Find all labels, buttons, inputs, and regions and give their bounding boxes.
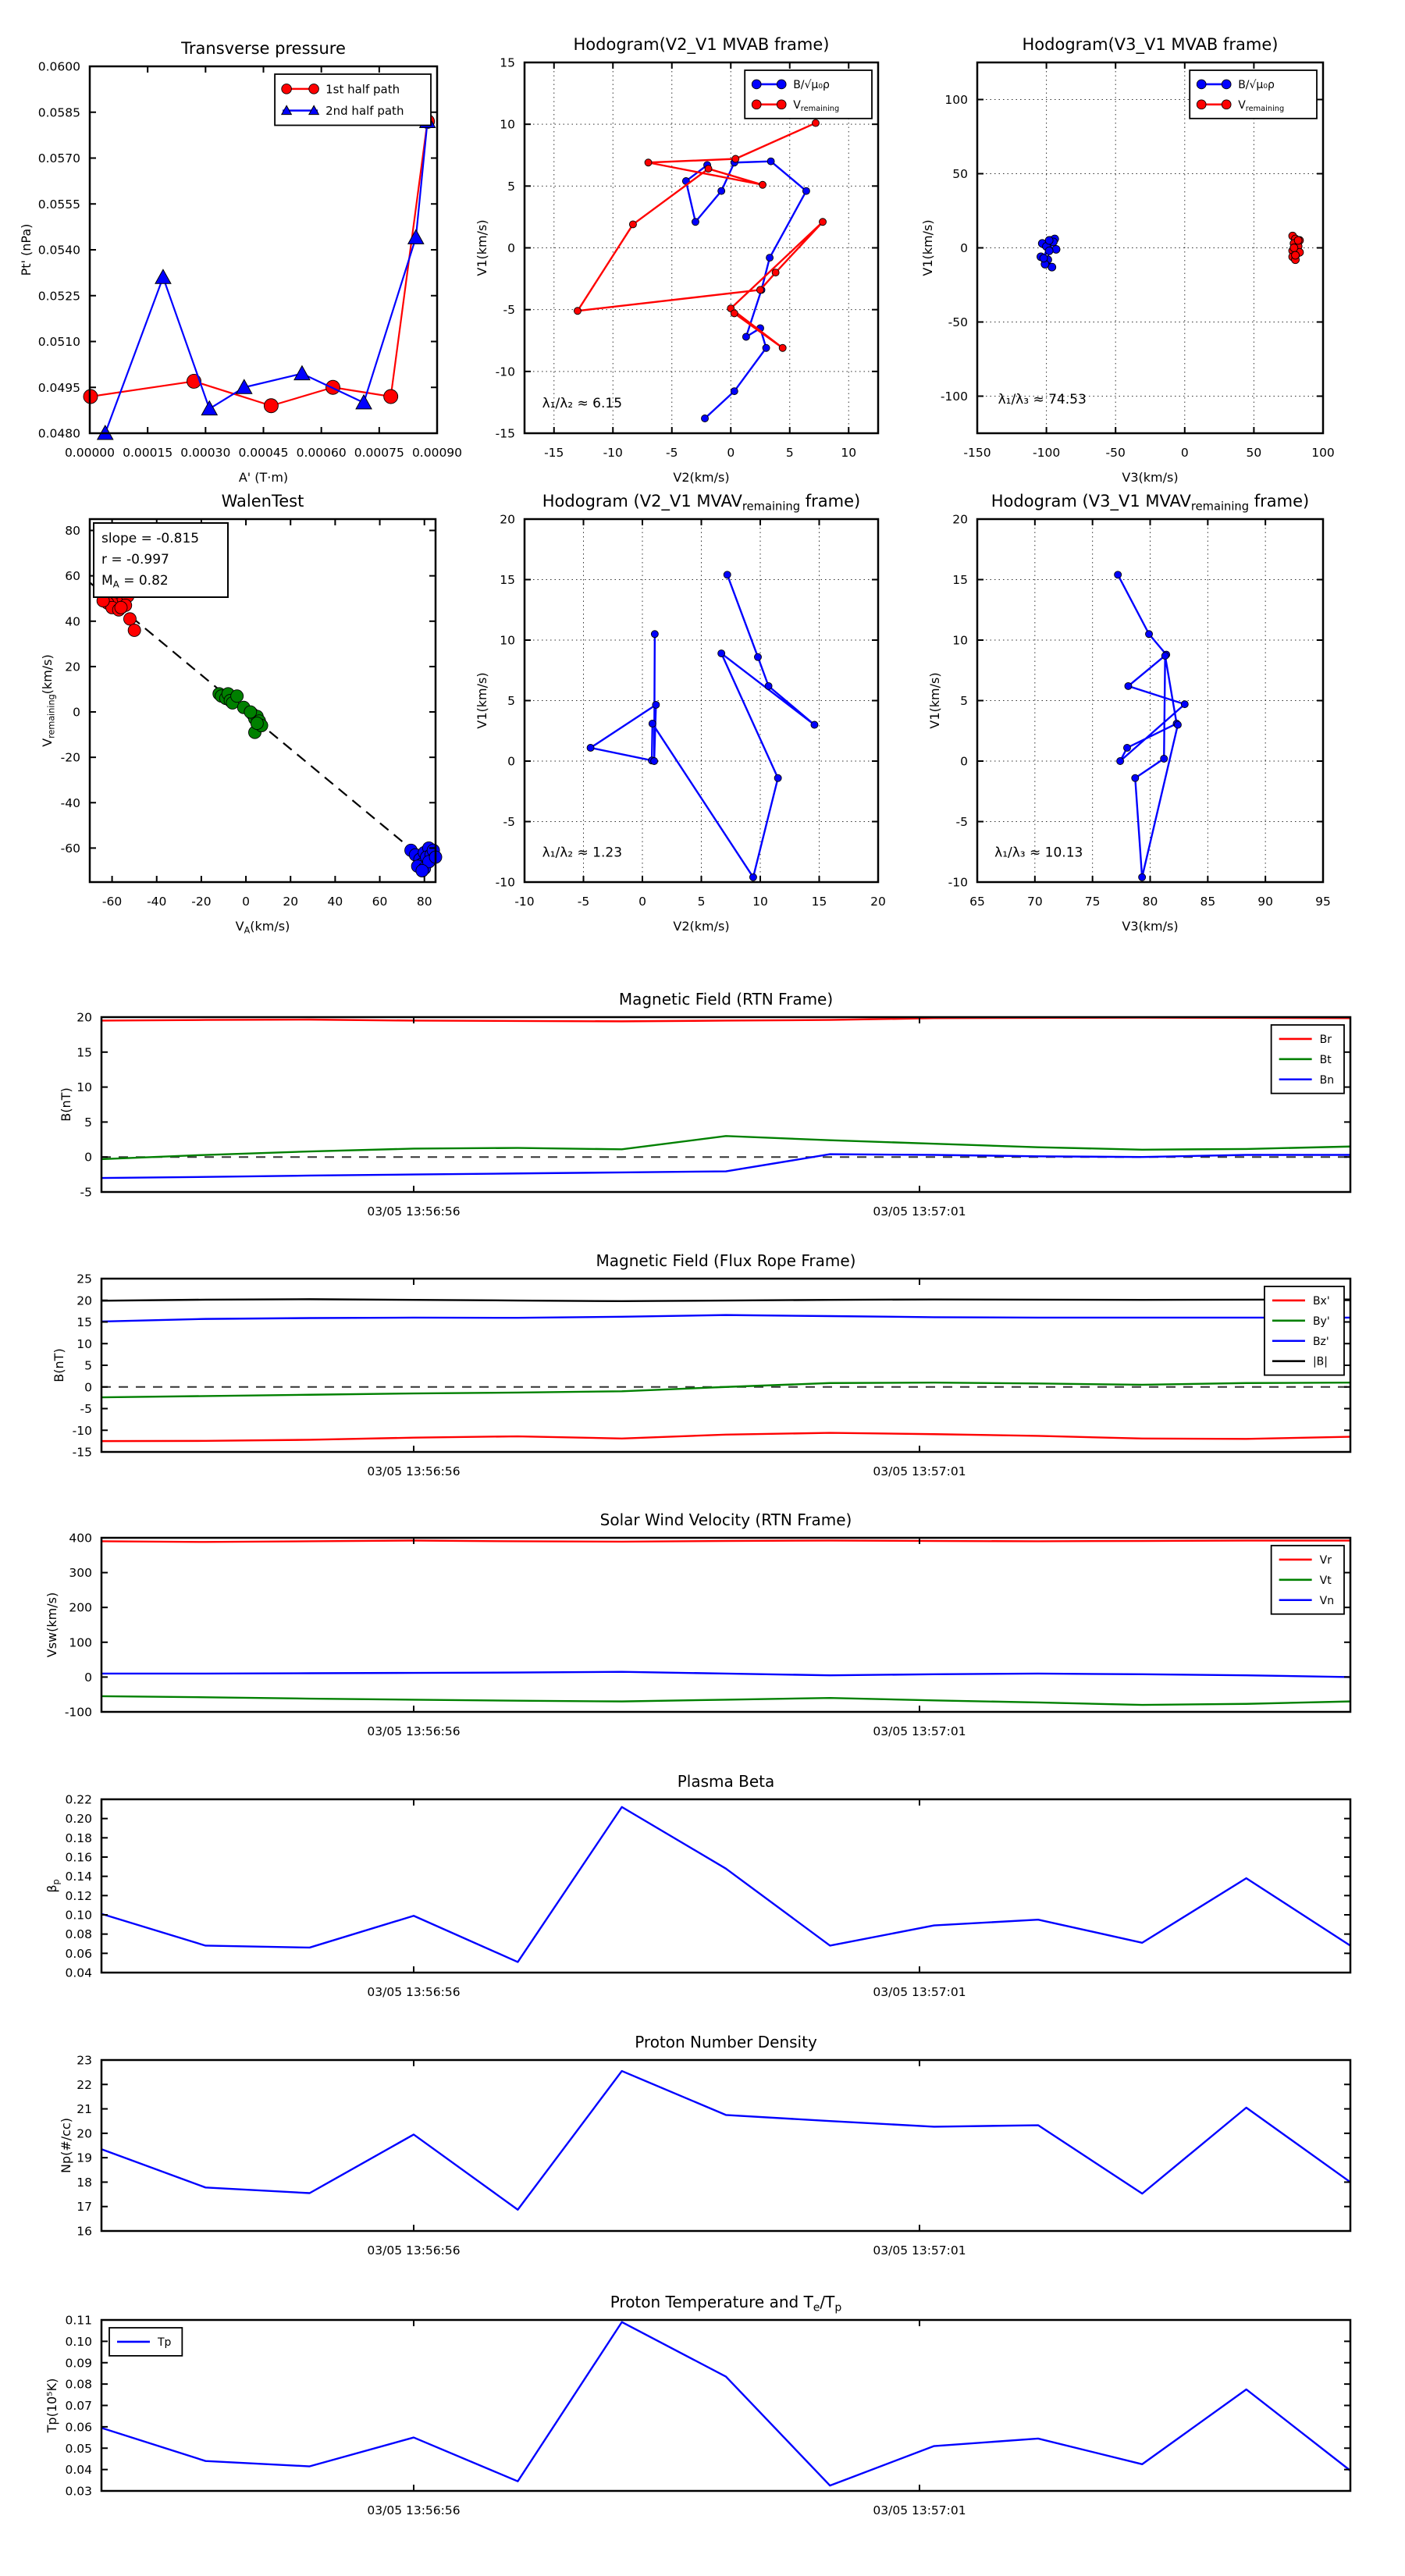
svg-text:-60: -60 [60,841,80,856]
svg-text:50: 50 [952,167,968,181]
legend-label: Bn [1319,1073,1335,1087]
svg-text:-50: -50 [948,315,968,329]
legend-label: Vt [1319,1574,1332,1587]
svg-text:03/05 13:56:56: 03/05 13:56:56 [367,1464,461,1478]
svg-text:20: 20 [76,1010,92,1025]
y-axis-label: V1(km/s) [927,672,942,729]
svg-text:-60: -60 [101,895,123,909]
panel-title: Hodogram(V3_V1 MVAB frame) [1022,35,1279,54]
svg-text:0: 0 [1180,446,1189,460]
panel-annotation: λ₁/λ₂ ≈ 1.23 [542,845,623,861]
svg-text:0.12: 0.12 [65,1888,92,1903]
svg-text:-5: -5 [666,446,678,460]
legend [1272,1025,1344,1094]
svg-text:20: 20 [952,512,968,527]
svg-text:-150: -150 [963,446,991,460]
svg-text:40: 40 [65,614,80,629]
svg-text:60: 60 [65,569,80,584]
legend-label: By' [1312,1315,1330,1328]
svg-text:0.0480: 0.0480 [37,426,80,441]
x-axis-label: $V_A(km/s)$ [235,919,290,936]
series-line-Bt [101,1136,1350,1159]
svg-text:03/05 13:57:01: 03/05 13:57:01 [873,1204,966,1219]
svg-text:75: 75 [1084,895,1101,909]
series-markers-1st half path [84,115,435,413]
svg-text:-100: -100 [940,390,968,404]
plot-spines [101,2060,1350,2231]
series-line-By' [101,1382,1350,1397]
legend-label: Tp [158,2336,172,2349]
y-axis-label: V1(km/s) [475,672,489,729]
plot-spines [101,1017,1350,1192]
svg-text:21: 21 [76,2102,92,2117]
svg-text:80: 80 [416,895,432,909]
panel-title: Hodogram (V2_V1 $MVAV_{remaining}$ frame) [542,492,861,514]
svg-text:03/05 13:56:56: 03/05 13:56:56 [367,1724,461,1738]
legend [1264,1286,1344,1375]
svg-text:-15: -15 [544,446,564,460]
svg-text:-10: -10 [603,446,623,460]
svg-text:-20: -20 [191,895,212,909]
y-axis-label: B(nT) [59,1087,73,1122]
legend [275,74,431,126]
svg-text:0.0510: 0.0510 [37,335,80,349]
svg-text:0: 0 [960,241,968,255]
svg-text:0.08: 0.08 [65,2377,92,2392]
svg-text:03/05 13:56:56: 03/05 13:56:56 [367,1985,461,1999]
svg-text:60: 60 [372,895,388,909]
panel-annotation: λ₁/λ₃ ≈ 74.53 [998,392,1087,407]
svg-text:0.00030: 0.00030 [180,446,231,460]
svg-text:0.09: 0.09 [65,2356,92,2371]
svg-text:0.0585: 0.0585 [37,105,80,120]
svg-text:16: 16 [76,2224,92,2239]
panel-title: WalenTest [221,492,304,511]
svg-text:19: 19 [76,2151,92,2165]
series-markers-V [574,119,826,351]
svg-text:10: 10 [500,633,515,648]
svg-text:100: 100 [1311,446,1335,460]
panel-title: Proton Temperature and $T_e/T_p$ [610,2293,842,2314]
svg-text:15: 15 [76,1315,92,1329]
svg-text:0: 0 [638,895,646,909]
svg-text:-10: -10 [948,875,968,890]
svg-text:70: 70 [1026,895,1043,909]
svg-text:0: 0 [507,241,515,255]
svg-text:-5: -5 [955,815,968,829]
y-axis-label: B(nT) [52,1348,66,1382]
y-axis-label: Tp(10⁵K) [44,2378,59,2433]
svg-text:20: 20 [500,512,515,527]
svg-text:10: 10 [76,1336,92,1351]
svg-text:0.14: 0.14 [65,1870,92,1884]
svg-text:20: 20 [76,2126,92,2141]
panel-hodogram-v2v1-mvav [475,492,886,934]
svg-text:0.00045: 0.00045 [238,446,289,460]
legend-label: 1st half path [325,82,400,97]
svg-text:0.00090: 0.00090 [411,446,463,460]
svg-text:0.18: 0.18 [65,1831,92,1845]
svg-text:0: 0 [73,705,80,720]
svg-text:85: 85 [1200,895,1216,909]
svg-text:0.05: 0.05 [65,2441,92,2456]
svg-text:100: 100 [944,93,968,107]
panel-title: Hodogram (V3_V1 $MVAV_{remaining}$ frame) [991,492,1310,514]
series-line-V [578,123,823,348]
series-line-B [591,575,815,877]
svg-text:03/05 13:56:56: 03/05 13:56:56 [367,1204,461,1219]
svg-text:0: 0 [242,895,251,909]
series-line-|B| [101,1299,1350,1300]
svg-text:03/05 13:56:56: 03/05 13:56:56 [367,2503,461,2517]
svg-text:5: 5 [84,1358,92,1373]
svg-text:-20: -20 [60,750,80,765]
svg-text:0.08: 0.08 [65,1927,92,1942]
svg-text:-10: -10 [72,1423,92,1438]
series-line-Tp [101,2322,1350,2485]
svg-text:0.0570: 0.0570 [37,151,80,165]
legend [745,70,872,119]
svg-text:80: 80 [1142,895,1158,909]
svg-text:03/05 13:57:01: 03/05 13:57:01 [873,1724,966,1738]
svg-text:200: 200 [69,1600,92,1615]
panel-title: Solar Wind Velocity (RTN Frame) [599,1510,852,1529]
legend-label: Bz' [1312,1335,1329,1348]
panel-walen-test [40,492,442,936]
panel-annotation: λ₁/λ₂ ≈ 6.15 [542,395,623,411]
panel-plasma-beta [44,1772,1350,1999]
svg-text:23: 23 [76,2053,92,2068]
svg-text:0: 0 [84,1150,92,1165]
panel-mag-fluxrope [52,1251,1350,1478]
svg-text:-100: -100 [64,1705,92,1720]
y-axis-label: $V_{remaining}(km/s)$ [40,654,57,747]
svg-text:15: 15 [952,573,968,587]
svg-text:5: 5 [507,179,515,194]
svg-text:-10: -10 [514,895,535,909]
svg-text:0.06: 0.06 [65,1946,92,1961]
svg-text:0.04: 0.04 [65,2463,92,2478]
panel-title: Plasma Beta [677,1772,775,1791]
svg-text:0: 0 [727,446,735,460]
svg-text:-10: -10 [495,875,515,890]
legend-label: B/√μ₀ρ [1238,78,1275,91]
svg-text:-5: -5 [503,815,515,829]
panel-hodogram-v3v1-mvav [927,492,1331,934]
svg-text:03/05 13:57:01: 03/05 13:57:01 [873,1464,966,1478]
legend-label: B/√μ₀ρ [793,78,830,91]
stats-box-line: $M_A = 0.82$ [101,573,169,590]
svg-text:0.0600: 0.0600 [37,59,80,74]
panel-transverse-pressure [19,39,462,485]
svg-text:17: 17 [76,2200,92,2215]
svg-text:0.22: 0.22 [65,1792,92,1807]
svg-text:03/05 13:56:56: 03/05 13:56:56 [367,2243,461,2258]
svg-text:-15: -15 [72,1445,92,1460]
svg-text:90: 90 [1257,895,1274,909]
legend-label: Bx' [1312,1294,1330,1308]
svg-text:-40: -40 [60,795,80,810]
svg-text:0.10: 0.10 [65,2334,92,2349]
svg-text:-40: -40 [147,895,167,909]
series-markers-middle [213,688,268,738]
svg-text:10: 10 [500,117,515,132]
series-line-Vr [101,1541,1350,1542]
svg-text:0: 0 [960,754,968,769]
svg-text:0.06: 0.06 [65,2420,92,2435]
plot-spines [101,1538,1350,1712]
panel-hodogram-v2v1-mvab [475,35,878,485]
svg-text:5: 5 [697,895,706,909]
legend-label: $V_{remaining}$ [793,98,840,113]
legend-label: Br [1319,1033,1332,1046]
svg-text:20: 20 [283,895,299,909]
series-line-Vn [101,1672,1350,1678]
svg-text:-5: -5 [80,1185,92,1200]
series-markers-B [1037,235,1060,271]
svg-text:0.00015: 0.00015 [123,446,173,460]
y-axis-label: Vsw(km/s) [44,1592,59,1658]
svg-text:5: 5 [84,1115,92,1130]
legend-label: Vr [1319,1553,1332,1567]
series-markers-V [1289,232,1304,263]
panel-solar-wind [44,1510,1350,1738]
svg-text:25: 25 [76,1272,92,1286]
svg-text:0: 0 [507,754,515,769]
x-axis-label: A' (T·m) [238,470,289,485]
svg-text:15: 15 [500,573,515,587]
svg-text:0.00060: 0.00060 [296,446,347,460]
legend [109,2328,182,2356]
svg-text:20: 20 [870,895,886,909]
svg-text:03/05 13:57:01: 03/05 13:57:01 [873,1985,966,1999]
panel-title: Magnetic Field (Flux Rope Frame) [596,1251,856,1270]
legend [1190,70,1317,119]
svg-text:10: 10 [76,1080,92,1095]
svg-text:0.03: 0.03 [65,2484,92,2499]
legend-label: |B| [1312,1355,1329,1368]
svg-text:5: 5 [507,694,515,708]
svg-text:-5: -5 [503,303,515,318]
svg-text:-15: -15 [495,426,515,441]
panel-annotation: λ₁/λ₃ ≈ 10.13 [994,845,1083,861]
x-axis-label: V3(km/s) [1122,470,1179,485]
svg-text:22: 22 [76,2077,92,2092]
svg-text:80: 80 [65,524,80,539]
svg-text:95: 95 [1315,895,1331,909]
x-axis-label: V2(km/s) [673,919,730,934]
svg-text:65: 65 [969,895,985,909]
svg-text:400: 400 [69,1531,92,1546]
y-axis-label: V1(km/s) [475,219,489,276]
panel-title: Transverse pressure [181,39,346,58]
svg-text:0.0525: 0.0525 [37,289,80,304]
svg-text:0.10: 0.10 [65,1908,92,1923]
panel-title: Magnetic Field (RTN Frame) [618,990,834,1009]
y-axis-label: Pt' (nPa) [19,223,34,276]
svg-text:10: 10 [952,633,968,648]
x-axis-label: V3(km/s) [1122,919,1179,934]
svg-text:0.0555: 0.0555 [37,197,80,212]
svg-text:0.11: 0.11 [65,2313,92,2328]
svg-text:0.04: 0.04 [65,1966,92,1980]
svg-text:0.0540: 0.0540 [37,243,80,258]
legend-label: 2nd half path [325,104,404,119]
stats-box-line: slope = -0.815 [101,531,200,546]
panel-proton-temp [44,2293,1350,2517]
series-line-Bz' [101,1315,1350,1322]
svg-text:-100: -100 [1033,446,1061,460]
panel-title: Proton Number Density [635,2033,817,2051]
legend [1272,1546,1344,1614]
svg-text:100: 100 [69,1635,92,1650]
series-line-Np [101,2071,1350,2210]
series-markers-B [682,158,809,422]
svg-text:5: 5 [960,694,968,708]
svg-text:20: 20 [76,1293,92,1308]
svg-text:5: 5 [785,446,794,460]
svg-text:03/05 13:57:01: 03/05 13:57:01 [873,2243,966,2258]
svg-text:-10: -10 [495,365,515,379]
svg-text:15: 15 [76,1045,92,1060]
panel-title: Hodogram(V2_V1 MVAB frame) [573,35,830,54]
x-axis-label: V2(km/s) [673,470,730,485]
stats-box-line: r = -0.997 [101,552,169,568]
series-markers-B [587,571,818,881]
svg-text:0.00075: 0.00075 [354,446,404,460]
series-line-Vt [101,1696,1350,1705]
y-axis-label: $\beta_p$ [44,1879,62,1893]
panel-hodogram-v3v1-mvab [920,35,1335,485]
svg-text:-5: -5 [577,895,590,909]
svg-text:40: 40 [327,895,343,909]
svg-text:20: 20 [65,660,80,674]
svg-text:0: 0 [84,1670,92,1685]
svg-text:50: 50 [1246,446,1262,460]
y-axis-label: V1(km/s) [920,219,935,276]
legend-label: $V_{remaining}$ [1238,98,1285,113]
svg-text:0.16: 0.16 [65,1850,92,1865]
y-axis-label: Np(#/cc) [59,2118,73,2173]
series-line-Bx' [101,1433,1350,1442]
svg-text:-5: -5 [80,1402,92,1416]
svg-text:0: 0 [84,1380,92,1395]
series-line-Br [101,1018,1350,1022]
svg-text:15: 15 [811,895,827,909]
svg-text:0.07: 0.07 [65,2399,92,2413]
svg-text:0.00000: 0.00000 [64,446,116,460]
svg-text:10: 10 [841,446,857,460]
svg-text:300: 300 [69,1566,92,1581]
svg-text:10: 10 [752,895,768,909]
series-markers-2nd half path [98,114,436,440]
series-line-beta [101,1807,1350,1962]
legend-label: Vn [1319,1594,1335,1607]
plot-spines [101,1279,1350,1452]
series-line-B [686,162,806,418]
svg-text:18: 18 [76,2175,92,2190]
svg-text:0.20: 0.20 [65,1812,92,1827]
panel-mag-rtn [59,990,1350,1219]
svg-text:0.0495: 0.0495 [37,380,80,395]
panel-proton-density [59,2033,1350,2258]
svg-text:-50: -50 [1105,446,1126,460]
svg-text:03/05 13:57:01: 03/05 13:57:01 [873,2503,966,2517]
legend-label: Bt [1319,1053,1332,1066]
svg-text:15: 15 [500,55,515,70]
